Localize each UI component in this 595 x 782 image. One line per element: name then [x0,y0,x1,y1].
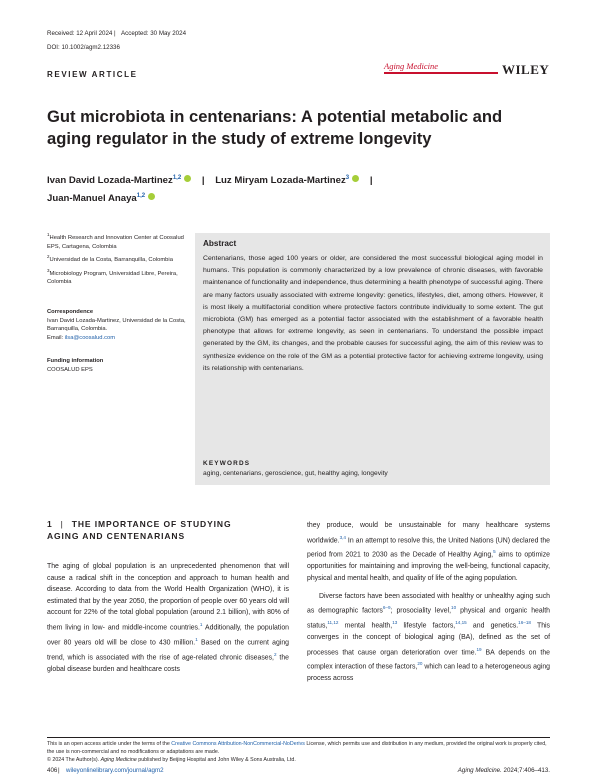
body-right-column: they produce, would be unsustainable for many healthcare systems worldwide.$^{3,4}$ In an attempt to resolve this, the United Nations (UN) declared the period from 2021 to 2030 as the Decade of Healthy Aging,$^5$ aims to optimize opportunities for maintaining and improving the well-being, functional capacity, physical and mental health, and quality of life of the aging population. Diverse factors have been associated with healthy or unhealthy aging such as demographic factors$^{6-9}$; prosociality level,$^{10}$ physical and organic health status,$^{11,12}$ mental health,$^{13}$ lifestyle factors,$^{14,15}$ and genetics.$^{16-18}$ This converges in the concept of biological aging (BA), defined as the set of processes that cause organ deterioration over time.$^{19}$ BA depends on the complex interaction of these factors,$^{20}$ which can lead to a heterogeneous aging process across [307,522,551,683]
citation-ref[interactable]: 2 [273,651,277,657]
authors-line2: Juan-Manuel Anaya$^{1,2}$ [47,193,155,204]
doi: DOI: 10.1002/agm2.12336 [47,44,120,51]
citation-ref[interactable]: 10 [451,605,457,611]
section-heading: 1 | THE IMPORTANCE OF STUDYING AGING AND CENTENARIANS [47,519,232,541]
article-title: Gut microbiota in centenarians: A potential metabolic and aging regulator in the study of extreme longevity [47,107,503,148]
citation-ref[interactable]: 11,12 [327,620,339,626]
citation-ref[interactable]: 13 [392,620,398,626]
publisher-logo: WILEY [502,62,550,77]
keywords: aging, centenarians, geroscience, gut, healthy aging, longevity [203,470,388,477]
correspondence: Correspondence Ivan David Lozada-Martinez, Universidad de la Costa, Barranquilla, Colombia. Email: ilsa@coosalud.com [47,309,186,341]
affiliations [47,231,187,287]
header-divider: | [114,30,116,37]
footer-divider: | [58,767,60,774]
citation-ref[interactable]: 19 [476,646,482,652]
citation-footer: Aging Medicine. 2024;7:406–413. [457,767,550,774]
orcid-icon[interactable] [352,175,359,182]
accepted-date: Accepted: 30 May 2024 [121,30,187,37]
journal-logo: Aging Medicine [384,61,498,74]
body-left-column: The aging of global population is an unprecedented phenomenon that will cause a radical shift in the conception and approach to human health and disease. According to data from the World Health Organization (WHO), it is estimated that by the year 2050, the proportion of people over 60 years old will account for 22% of the total global population (around 2.1 billion), with 80% of them living in low- and middle-income countries.$^1$ Additionally, the population over 80 years old will be close to 430 million.$^1$ Based on the current aging trend, which is associated with the rise of age-related chronic diseases,$^2$ the global disease burden and healthcare costs [47,563,289,673]
citation-ref[interactable]: 3,4 [339,534,346,540]
citation-ref[interactable]: 1 [195,636,198,642]
page-number: 406 [47,767,58,774]
citation-ref[interactable]: 14,15 [455,620,467,626]
author-name[interactable]: Juan-Manuel Anaya [47,193,137,204]
citation-ref[interactable]: 6–9 [382,605,391,611]
citation-ref[interactable]: 20 [417,661,423,667]
abstract-box [195,233,550,485]
author-name[interactable]: Ivan David Lozada-Martinez [47,175,173,186]
abstract-text: Centenarians, those aged 100 years or older, are considered the most successful biological aging model in humans. This population is commonly characterized by a low prevalence of chronic diseases, with favorable maintenance of functionality and independence, thus determining a health phenotype of successful aging. There are many factors usually associated with extreme longevity: genetics, lifestyles, diet, among others. However, it is most likely a multifactorial condition where protective factors contribute individually to some extent. The gut microbiota (GM) has emerged as a potential factor associated with the establishment of a favorable health phenotype that allows for extreme longevity, as seen in centenarians. To understand the possible impact generated by the GM, its changes, and the probable causes for successful aging, the aim of this review was to synthesize evidence on the role of the GM as a potential protective factor for achieving extreme longevity, using its relationship with centenarians. [203,255,543,372]
journal-url-link[interactable]: wileyonlinelibrary.com/journal/agm2 [66,767,164,774]
license-text: This is an open access article under the terms of the Creative Commons Attribution-NonCommercial-NoDerivs License, which permits use and distribution in any medium, provided the original work is properly cited, the use is non-commercial and no modifications or adaptations are made. © 2024 The Author(s). Aging Medicine published by Beijing Hospital and John Wiley & Sons Australia, Ltd. [47,741,547,764]
abstract-heading: Abstract [203,239,237,248]
citation-ref[interactable]: 1 [199,621,203,627]
email-link[interactable]: ilsa@coosalud.com [64,334,116,341]
affiliation-item: $^1$Health Research and Innovation Center at Coosalud EPS, Cartagena, Colombia [47,232,184,250]
received-date: Received: 12 April 2024 [47,30,113,37]
affiliation-item: $^3$Microbiology Program, Universidad Libre, Pereira, Colombia [47,267,178,286]
license-link[interactable]: Creative Commons Attribution-NonCommercial-NoDerivs [171,741,305,747]
footer-rule [47,737,550,738]
author-name[interactable]: Luz Miryam Lozada-Martinez [215,175,346,186]
orcid-icon[interactable] [184,175,191,182]
citation-ref[interactable]: 5 [493,549,496,555]
funding: Funding information COOSALUD EPS [47,358,104,373]
keywords-heading: KEYWORDS [203,460,251,467]
orcid-icon[interactable] [148,193,155,200]
article-type: REVIEW ARTICLE [47,70,138,79]
affiliation-item: $^2$Universidad de la Costa, Barranquilla, Colombia [47,254,173,264]
authors-line1: Ivan David Lozada-Martinez$^{1,2}$ | Luz Miryam Lozada-Martinez$^3$ | [47,175,373,186]
citation-ref[interactable]: 16–18 [518,620,531,626]
